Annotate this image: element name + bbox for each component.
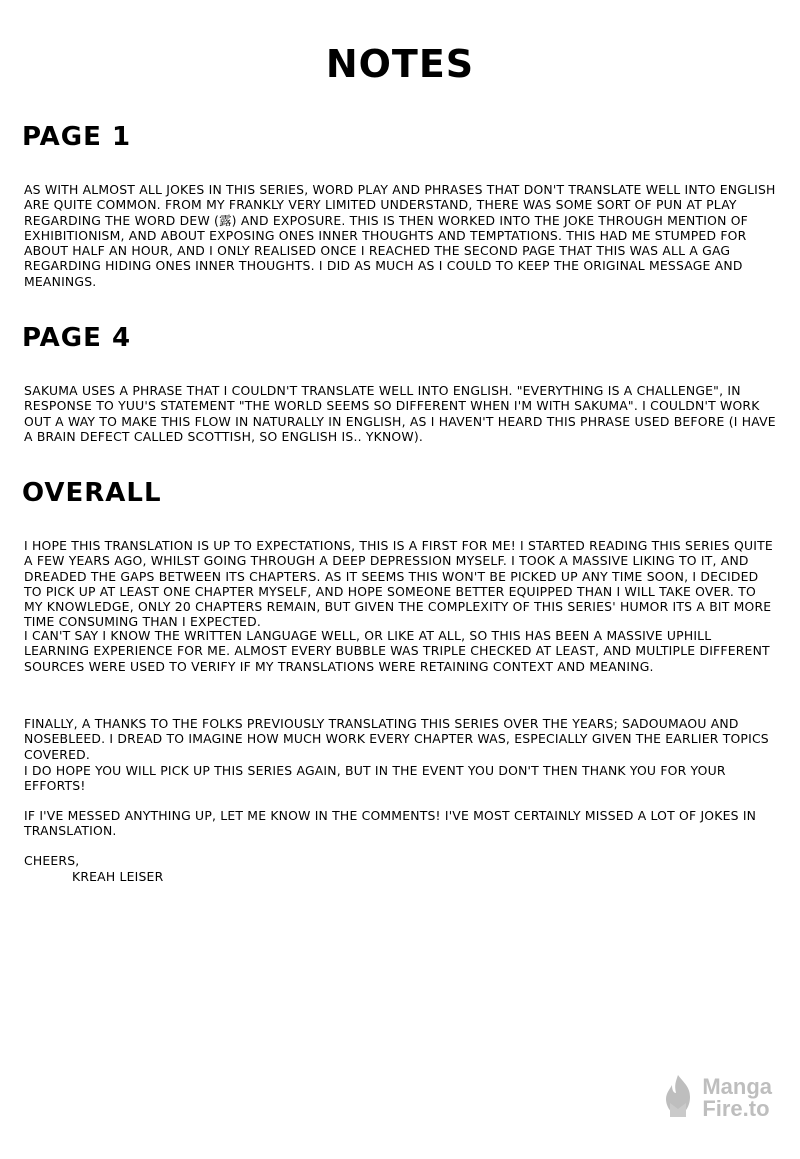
watermark-line-2: Fire.to [702, 1096, 770, 1121]
section-page-1-paragraph: AS WITH ALMOST ALL JOKES IN THIS SERIES, WORD PLAY AND PHRASES THAT DON'T TRANSLATE WELL INTO ENGLISH ARE QUITE COMMON. FROM MY FRANKLY VERY LIMITED UNDERSTAND, THERE WAS SOME SORT OF PUN AT PLAY REGARDING THE WORD DEW (露) AND EXPOSURE. THIS IS THEN WORKED INTO THE JOKE THROUGH MENTION OF EXHIBITIONISM, AND ABOUT EXPOSING ONES INNER THOUGHTS AND TEMPTATIONS. THIS HAD ME STUMPED FOR ABOUT HALF AN HOUR, AND I ONLY REALISED ONCE I REACHED THE SECOND PAGE THAT THIS WAS ALL A GAG REGARDING HIDING ONES INNER THOUGHTS. I DID AS MUCH AS I COULD TO KEEP THE ORIGINAL MESSAGE AND MEANINGS. [24, 182, 776, 289]
page-title: NOTES [325, 42, 475, 86]
section-heading-page-1: PAGE 1 [22, 122, 132, 152]
section-heading-page-4: PAGE 4 [22, 323, 132, 353]
overall-paragraph-2: I CAN'T SAY I KNOW THE WRITTEN LANGUAGE WELL, OR LIKE AT ALL, SO THIS HAS BEEN A MASSIVE UPHILL LEARNING EXPERIENCE FOR ME. ALMOST EVERY BUBBLE WAS TRIPLE CHECKED AT LEAST, AND MULTIPLE DIFFERENT SOURCES WERE USED TO VERIFY IF MY TRANSLATIONS WERE RETAINING CONTEXT AND MEANING. [24, 628, 770, 674]
signoff: CHEERS, [24, 853, 80, 868]
signature: KREAH LEISER [72, 869, 164, 884]
overall-paragraph-5: IF I'VE MESSED ANYTHING UP, LET ME KNOW IN THE COMMENTS! I'VE MOST CERTAINLY MISSED A LOT OF JOKES IN TRANSLATION. [24, 808, 757, 839]
watermark [660, 1073, 772, 1123]
flame-logo-icon [660, 1073, 696, 1123]
watermark-line-1: Manga [702, 1074, 772, 1099]
overall-paragraph-4: I DO HOPE YOU WILL PICK UP THIS SERIES AGAIN, BUT IN THE EVENT YOU DON'T THEN THANK YOU FOR YOUR EFFORTS! [24, 763, 726, 794]
section-page-4-paragraph: SAKUMA USES A PHRASE THAT I COULDN'T TRANSLATE WELL INTO ENGLISH. "EVERYTHING IS A CHALLENGE", IN RESPONSE TO YUU'S STATEMENT "THE WORLD SEEMS SO DIFFERENT WHEN I'M WITH SAKUMA". I COULDN'T WORK OUT A WAY TO MAKE THIS FLOW IN NATURALLY IN ENGLISH, AS I HAVEN'T HEARD THIS PHRASE USED BEFORE (I HAVE A BRAIN DEFECT CALLED SCOTTISH, SO ENGLISH IS.. YKNOW). [24, 383, 776, 444]
section-heading-overall: OVERALL [22, 478, 162, 508]
overall-paragraph-3: FINALLY, A THANKS TO THE FOLKS PREVIOUSLY TRANSLATING THIS SERIES OVER THE YEARS; SADOUMAOU AND NOSEBLEED. I DREAD TO IMAGINE HOW MUCH WORK EVERY CHAPTER WAS, ESPECIALLY GIVEN THE EARLIER TOPICS COVERED. [24, 716, 769, 762]
overall-paragraph-1: I HOPE THIS TRANSLATION IS UP TO EXPECTATIONS, THIS IS A FIRST FOR ME! I STARTED READING THIS SERIES QUITE A FEW YEARS AGO, WHILST GOING THROUGH A DEEP DEPRESSION MYSELF. I TOOK A MASSIVE LIKING TO IT, AND DREADED THE GAPS BETWEEN ITS CHAPTERS. AS IT SEEMS THIS WON'T BE PICKED UP ANY TIME SOON, I DECIDED TO PICK UP AT LEAST ONE CHAPTER MYSELF, AND HOPE SOMEONE BETTER EQUIPPED THAN I WILL TAKE OVER. TO MY KNOWLEDGE, ONLY 20 CHAPTERS REMAIN, BUT GIVEN THE COMPLEXITY OF THIS SERIES' HUMOR ITS A BIT MORE TIME CONSUMING THAN I EXPECTED. [24, 538, 773, 630]
